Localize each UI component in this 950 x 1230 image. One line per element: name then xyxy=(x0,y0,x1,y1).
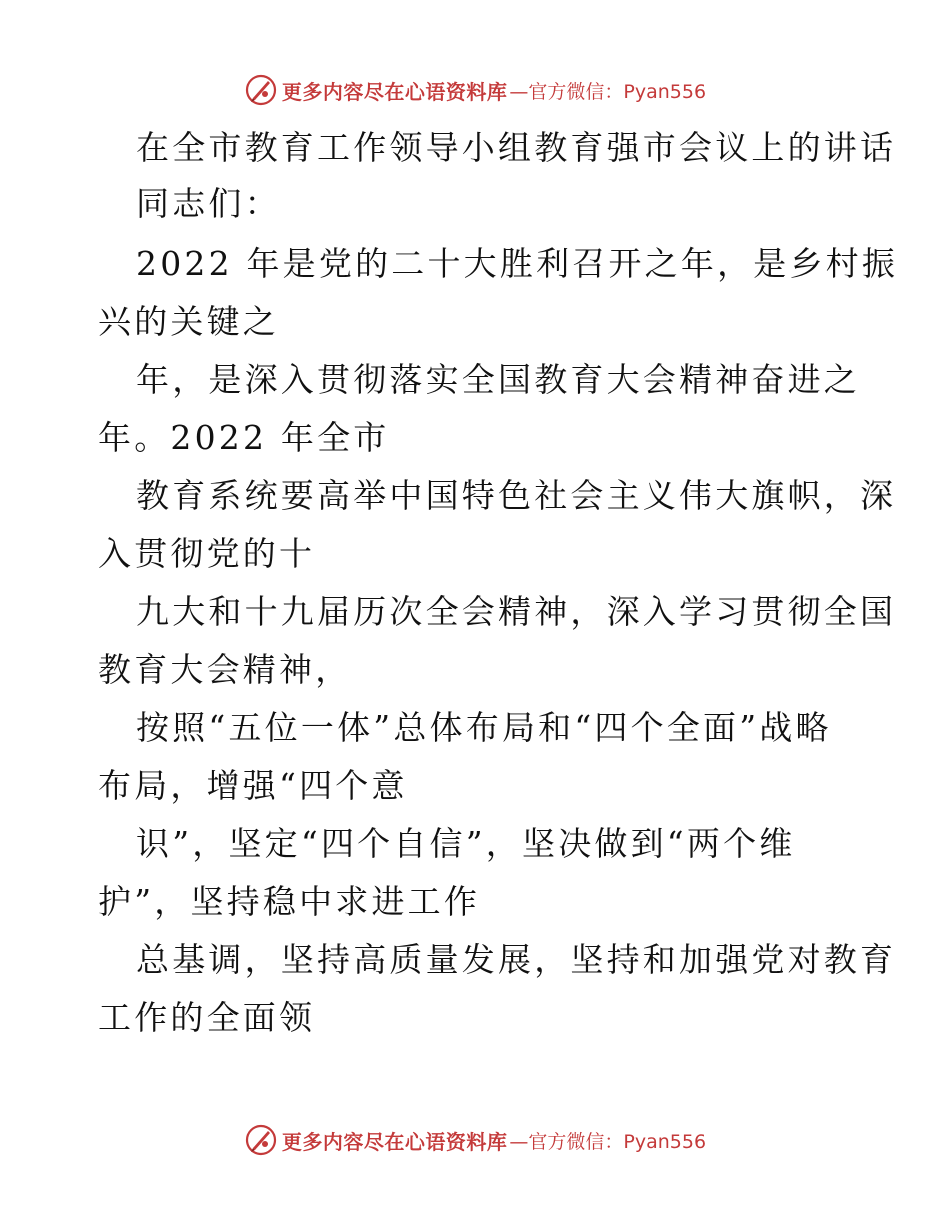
paragraph-line: 按照“五位一体”总体布局和“四个全面”战略 xyxy=(136,708,832,747)
paragraph-line: 总基调，坚持高质量发展，坚持和加强党对教育 xyxy=(136,940,897,979)
watermark-contact: —官方微信：Pyan556 xyxy=(509,1130,707,1153)
paragraph-line: 教育大会精神， xyxy=(98,650,352,689)
watermark-brand: 更多内容尽在心语资料库 xyxy=(281,79,508,104)
header-watermark xyxy=(0,68,950,112)
watermark-brand: 更多内容尽在心语资料库 xyxy=(281,1129,508,1154)
paragraph-line: 年，是深入贯彻落实全国教育大会精神奋进之 xyxy=(136,360,860,399)
paragraph-line: 年。2022 年全市 xyxy=(98,418,390,457)
paragraph-line: 入贯彻党的十 xyxy=(98,534,316,573)
watermark-contact: —官方微信：Pyan556 xyxy=(509,80,707,103)
paragraph-line: 教育系统要高举中国特色社会主义伟大旗帜，深 xyxy=(136,476,897,515)
quill-logo-icon xyxy=(244,73,278,107)
paragraph-line: 九大和十九届历次全会精神，深入学习贯彻全国 xyxy=(136,592,897,631)
salutation: 同志们： xyxy=(136,184,281,223)
paragraph-line: 兴的关键之 xyxy=(98,302,279,341)
footer-watermark xyxy=(0,1118,950,1162)
paragraph-line: 识”，坚定“四个自信”，坚决做到“两个维 xyxy=(136,824,796,863)
paragraph-line: 工作的全面领 xyxy=(98,998,316,1037)
quill-logo-icon xyxy=(244,1123,278,1157)
paragraph-line: 布局，增强“四个意 xyxy=(98,766,408,805)
paragraph-line: 护”，坚持稳中求进工作 xyxy=(98,882,481,921)
paragraph-line: 2022 年是党的二十大胜利召开之年，是乡村振 xyxy=(136,244,899,283)
document-title: 在全市教育工作领导小组教育强市会议上的讲话 xyxy=(136,128,897,167)
